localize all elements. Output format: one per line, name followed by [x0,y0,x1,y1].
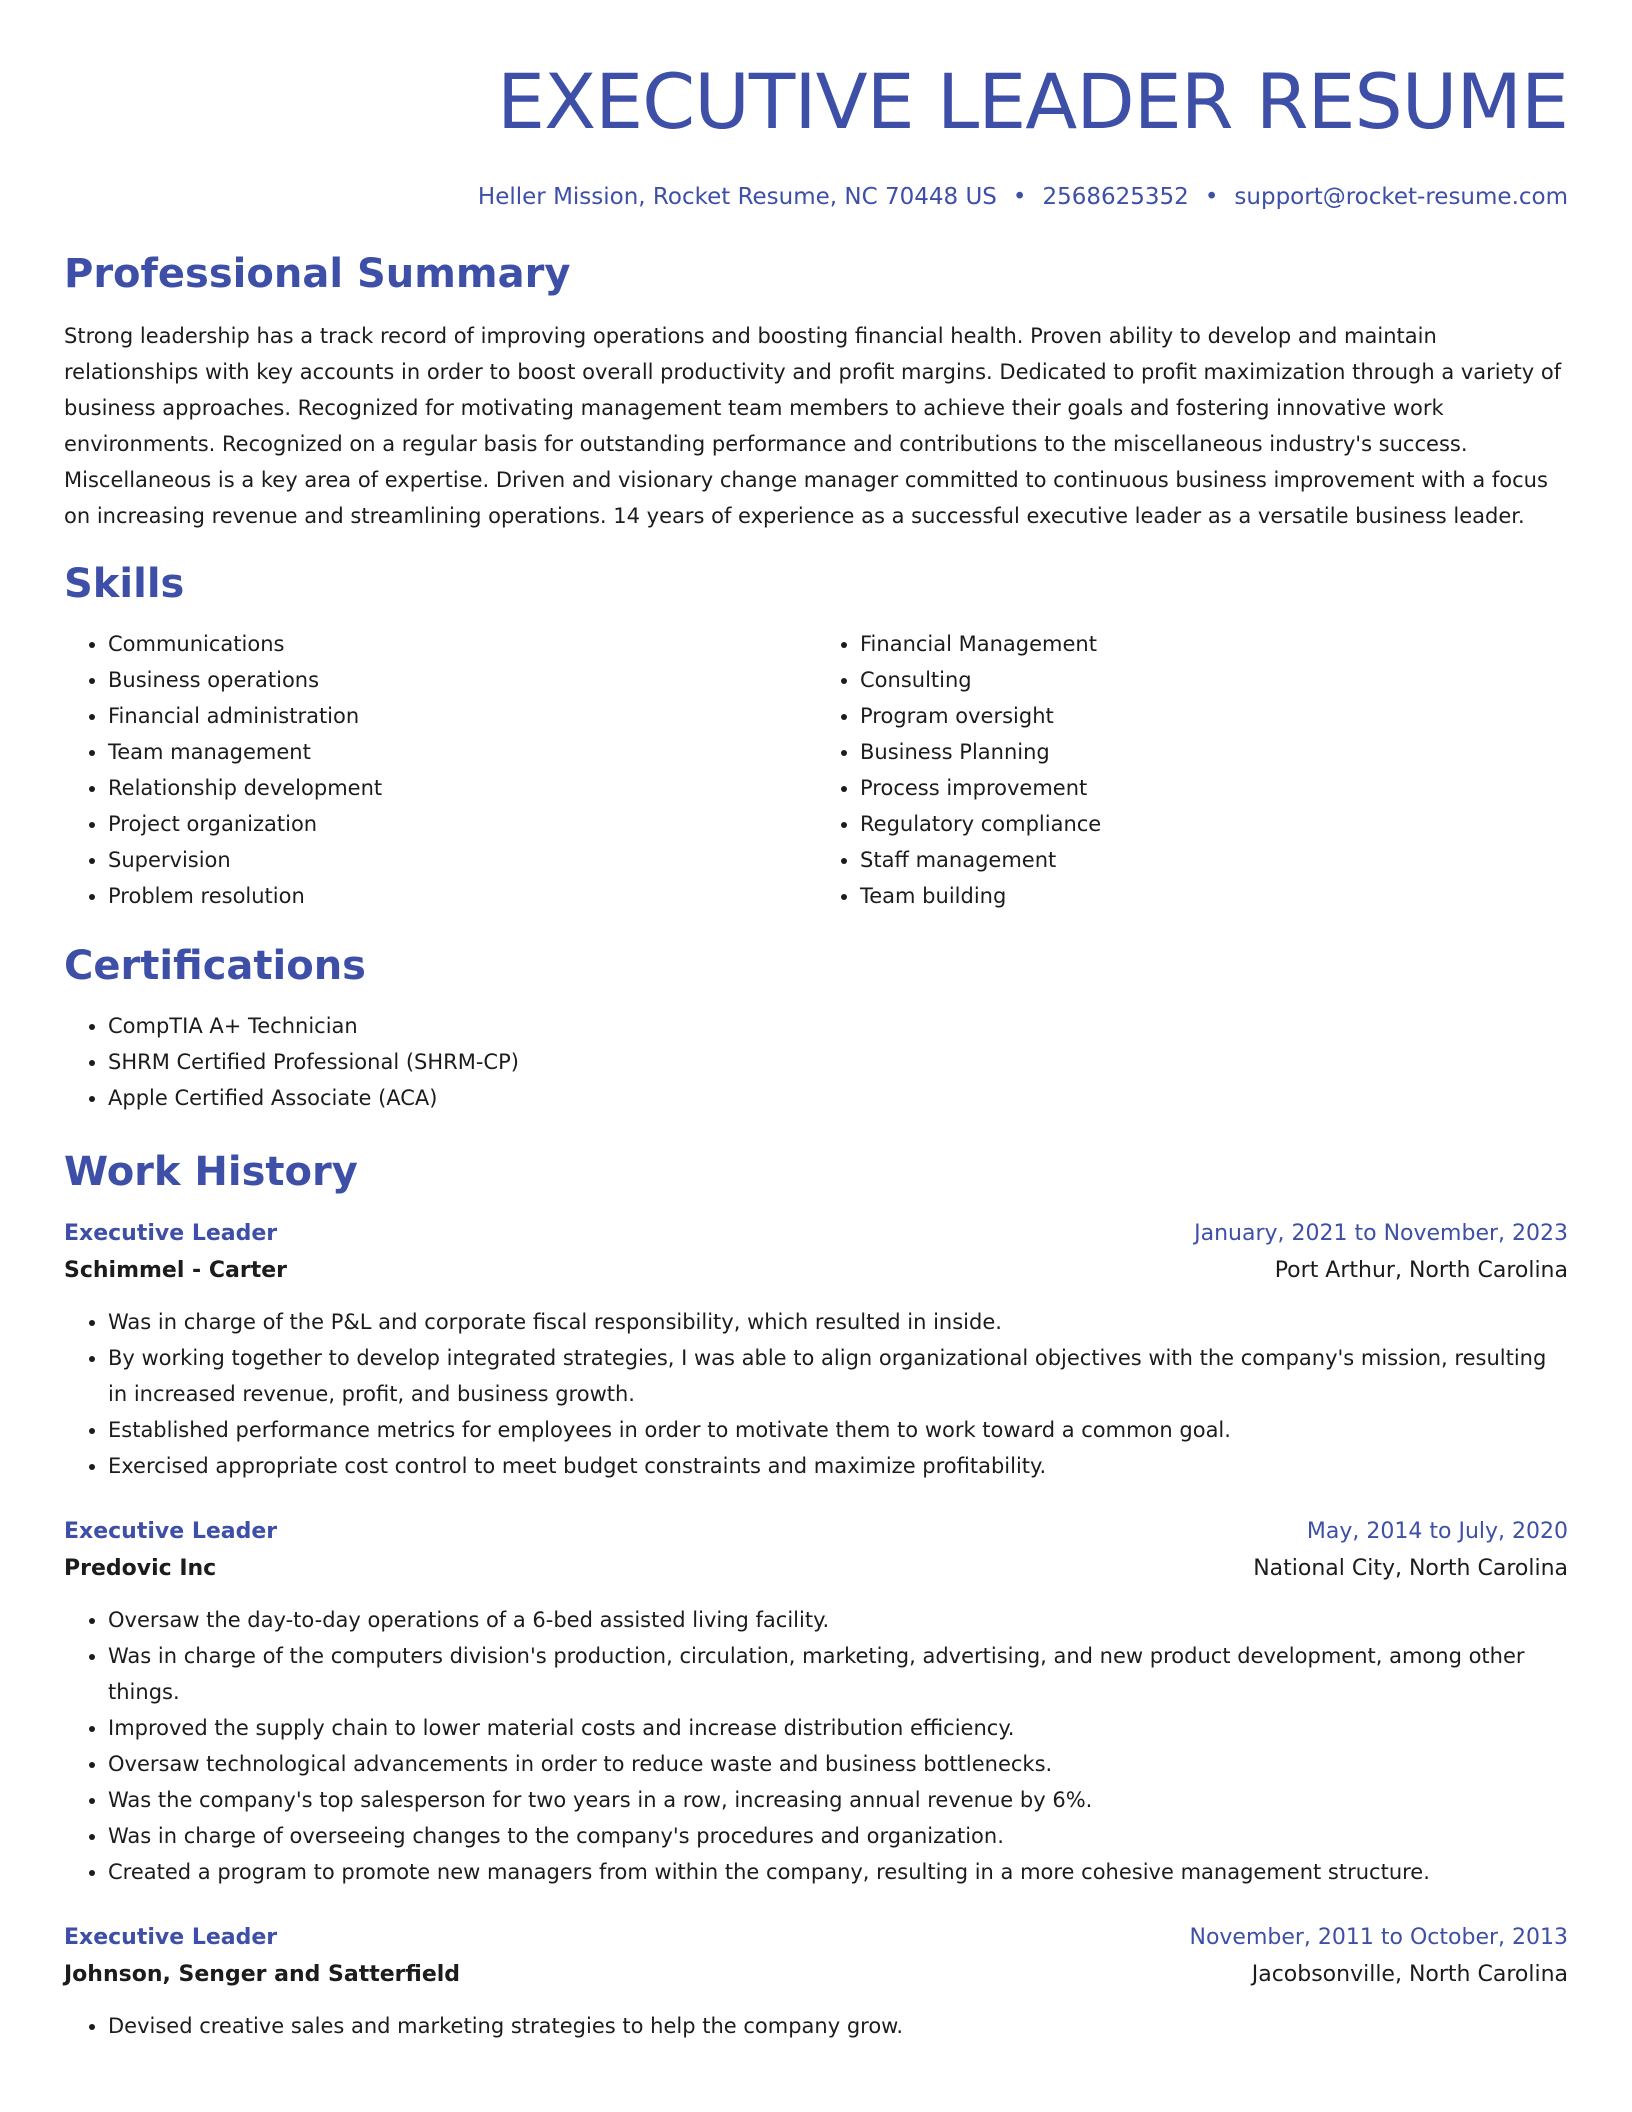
resume-name: EXECUTIVE LEADER RESUME [497,57,1568,146]
resume-page [64,0,1568,2044]
job-company: Johnson, Senger and Satterfield [64,1962,461,1987]
job-location: Port Arthur, North Carolina [1274,1258,1568,1283]
job-location: Jacobsonville, North Carolina [1251,1962,1568,1987]
summary-text: Strong leadership has a track record of improving operations and boosting financial health. Proven ability to develop and maintain relationships with key accounts in order to boost overall productivity and profit margins. Dedicated to profit maximization through a variety of business approaches. Recognized for motivating management team members to achieve their goals and fostering innovative work environments. Recognized on a regular basis for outstanding performance and contributions to the miscellaneous industry's success. Miscellaneous is a key area of expertise. Driven and visionary change manager committed to continuous business improvement with a focus on increasing revenue and streamlining operations. 14 years of experience as a successful executive leader as a versatile business leader. [64,324,1562,528]
job-bullet: • Devised creative sales and marketing strategies to help the company grow. [108,2008,1568,2044]
job-bullet: • Was in charge of the computers division's production, circulation, marketing, advertising, and new product development, among other things. [108,1638,1568,1710]
skill-item: • Process improvement [860,770,1568,806]
skill-item: • Problem resolution [108,878,816,914]
contact-address: Heller Mission, Rocket Resume, NC 70448 US [477,184,997,210]
contact-phone: 2568625352 [1042,184,1189,210]
contact-line [64,184,1568,210]
job-title: Executive Leader [64,1519,278,1544]
job-bullets [64,1304,1568,1484]
job-entry [64,1920,1568,2044]
job-bullet: • Oversaw the day-to-day operations of a 6-bed assisted living facility. [108,1602,1568,1638]
job-bullet: • Created a program to promote new managers from within the company, resulting in a more cohesive management structure. [108,1854,1568,1890]
job-dates: January, 2021 to November, 2023 [1194,1221,1568,1246]
certification-item: • Apple Certified Associate (ACA) [108,1080,1568,1116]
job-company: Schimmel - Carter [64,1258,287,1283]
job-bullets [64,1602,1568,1890]
job-title: Executive Leader [64,1925,278,1950]
skill-item: • Communications [108,626,816,662]
job-bullet: • Established performance metrics for employees in order to motivate them to work toward a common goal. [108,1412,1568,1448]
skill-item: • Business operations [108,662,816,698]
skill-item: • Business Planning [860,734,1568,770]
job-bullet: • Oversaw technological advancements in order to reduce waste and business bottlenecks. [108,1746,1568,1782]
certifications-heading: Certifications [64,943,366,989]
skill-item: • Financial Management [860,626,1568,662]
job-dates: May, 2014 to July, 2020 [1306,1519,1568,1544]
skill-item: • Supervision [108,842,816,878]
job-bullet: • Was the company's top salesperson for two years in a row, increasing annual revenue by 6%. [108,1782,1568,1818]
job-bullet: • Improved the supply chain to lower material costs and increase distribution efficiency. [108,1710,1568,1746]
skill-item: • Program oversight [860,698,1568,734]
summary-heading: Professional Summary [64,251,571,297]
skills-list-left [64,626,816,914]
job-title: Executive Leader [64,1221,278,1246]
skill-item: • Team management [108,734,816,770]
job-location: National City, North Carolina [1253,1556,1568,1581]
job-bullet: • Was in charge of the P&L and corporate fiscal responsibility, which resulted in inside. [108,1304,1568,1340]
work-history-heading: Work History [64,1149,358,1195]
skill-item: • Financial administration [108,698,816,734]
skill-item: • Staff management [860,842,1568,878]
skill-item: • Project organization [108,806,816,842]
skill-item: • Relationship development [108,770,816,806]
skill-item: • Regulatory compliance [860,806,1568,842]
job-bullets [64,2008,1568,2044]
certification-item: • CompTIA A+ Technician [108,1008,1568,1044]
skills-heading: Skills [64,561,185,607]
skills-list-right [816,626,1568,914]
contact-separator: • [1012,184,1027,210]
job-entry [64,1216,1568,1484]
skill-item: • Team building [860,878,1568,914]
certifications-list [64,1008,1568,1116]
job-bullet: • Was in charge of overseeing changes to the company's procedures and organization. [108,1818,1568,1854]
skills-columns [64,626,1568,914]
skill-item: • Consulting [860,662,1568,698]
job-bullet: • By working together to develop integrated strategies, I was able to align organizational objectives with the company's mission, resulting in increased revenue, profit, and business growth. [108,1340,1568,1412]
job-entry [64,1514,1568,1890]
contact-separator: • [1204,184,1219,210]
job-dates: November, 2011 to October, 2013 [1189,1925,1568,1950]
certification-item: • SHRM Certified Professional (SHRM-CP) [108,1044,1568,1080]
job-bullet: • Exercised appropriate cost control to meet budget constraints and maximize profitability. [108,1448,1568,1484]
contact-email: support@rocket-resume.com [1234,184,1568,210]
job-company: Predovic Inc [64,1556,217,1581]
